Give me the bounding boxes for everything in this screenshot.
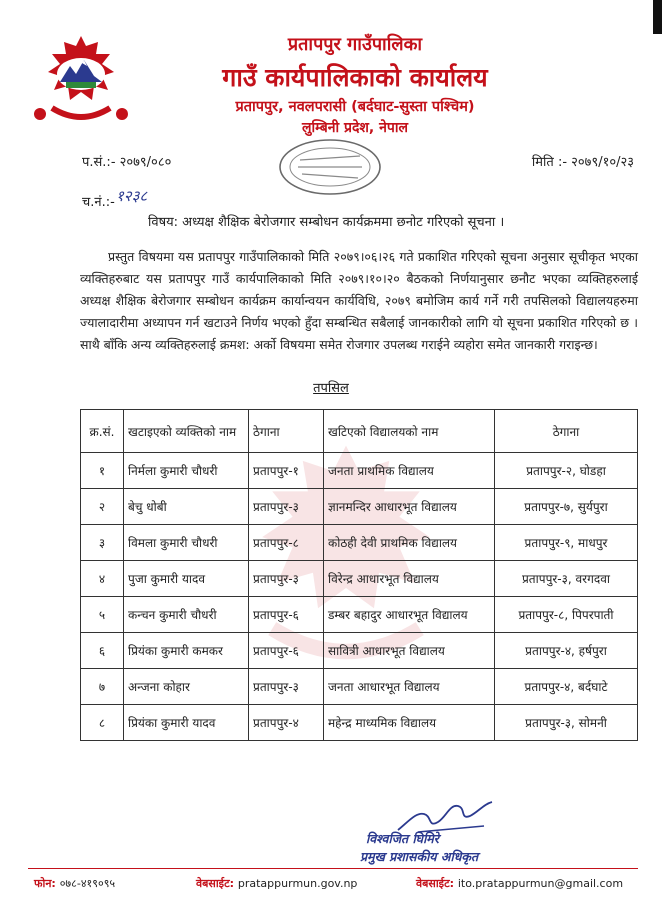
table-row (81, 669, 638, 705)
office-address: प्रतापपुर, नवलपरासी (बर्दघाट-सुस्ता पश्चिम) (235, 99, 475, 115)
footer-email (416, 876, 623, 891)
cell-school-name: डम्बर बहादुर आधारभूत विद्यालय (324, 597, 495, 633)
cell-person-address: प्रतापपुर-३ (249, 561, 324, 597)
header-person-name: खटाइएको व्यक्तिको नाम (124, 410, 249, 453)
details-heading: तपसिल (313, 381, 349, 396)
cell-serial: ३ (81, 525, 124, 561)
cell-person-address: प्रतापपुर-१ (249, 453, 324, 489)
cell-school-name: जनता आधारभूत विद्यालय (324, 669, 495, 705)
header-serial: क्र.सं. (81, 410, 124, 453)
notice-paragraph: प्रस्तुत विषयमा यस प्रतापपुर गाउँपालिकाको मिति २०७९।०६।२६ गते प्रकाशित गरिएको सूचना अनुसार सूचीकृत भएका व्यक्तिहरुबाट यस प्रतापपुर गाउँ कार्यपालिकाको मिति २०७९।१०।२० बैठकको निर्णयानुसार छनौट भएका व्यक्तिहरुलाई अध्यक्ष शैक्षिक बेरोजगार सम्बोधन कार्यक्रम कार्यान्वयन कार्यविधि, २०७९ बमोजिम कार्य गर्ने गरी तपसिलको विद्यालयहरुमा ज्यालादारीमा अध्यापन गर्न खटाउने निर्णय भएको हुँदा सम्बन्धित सबैलाई जानकारीको लागि यो सूचना प्रकाशित गरिएको छ । साथै बाँकि अन्य व्यक्तिहरुलाई क्रमश: अर्को विषयमा समेत रोजगार उपलब्ध गराईने व्यहोरा समेत जानकारी गराइन्छ। (80, 249, 638, 352)
selection-table (80, 409, 638, 741)
cell-school-address: प्रतापपुर-४, हर्षपुरा (495, 633, 638, 669)
cell-person-address: प्रतापपुर-८ (249, 525, 324, 561)
table-row (81, 597, 638, 633)
cell-school-name: विरेन्द्र आधारभूत विद्यालय (324, 561, 495, 597)
signatory-title: प्रमुख प्रशासकीय अधिकृत (360, 849, 479, 864)
cell-person-name: प्रियंका कुमारी कमकर (124, 633, 249, 669)
header-school-name: खटिएको विद्यालयको नाम (324, 410, 495, 453)
office-province: लुम्बिनी प्रदेश, नेपाल (302, 120, 408, 136)
footer-website-label: वेबसाईट: (196, 877, 235, 890)
header-person-address: ठेगाना (249, 410, 324, 453)
cell-person-name: निर्मला कुमारी चौधरी (124, 453, 249, 489)
cell-school-address: प्रतापपुर-४, बर्दघाटे (495, 669, 638, 705)
notice-subject: विषय: अध्यक्ष शैक्षिक बेरोजगार सम्बोधन कार्यक्रममा छनोट गरिएको सूचना । (148, 215, 505, 230)
cell-person-address: प्रतापपुर-३ (249, 669, 324, 705)
cell-serial: ६ (81, 633, 124, 669)
notice-body (80, 246, 638, 356)
cell-school-address: प्रतापपुर-७, सुर्यपुरा (495, 489, 638, 525)
cell-school-address: प्रतापपुर-८, पिपरपाती (495, 597, 638, 633)
table-header-row (81, 410, 638, 453)
footer-email-label: वेबसाईट: (416, 877, 455, 890)
footer-email-value[interactable]: ito.pratappurmun@gmail.com (457, 877, 624, 890)
cell-school-address: प्रतापपुर-९, माधपुर (495, 525, 638, 561)
cell-person-name: बेचु धोबी (124, 489, 249, 525)
footer-divider (28, 868, 638, 869)
cell-serial: ५ (81, 597, 124, 633)
table-row (81, 489, 638, 525)
table-row (81, 561, 638, 597)
office-seal-stamp (274, 136, 386, 198)
dispatch-label: च.नं.:- (82, 195, 115, 210)
cell-school-address: प्रतापपुर-३, सोमनी (495, 705, 638, 741)
table-row (81, 453, 638, 489)
signatory-name: विश्वजित घिमिरे (366, 831, 439, 846)
cell-serial: ७ (81, 669, 124, 705)
office-name: गाउँ कार्यपालिकाको कार्यालय (222, 63, 488, 92)
cell-person-name: प्रियंका कुमारी यादव (124, 705, 249, 741)
footer-phone (34, 876, 115, 891)
cell-serial: २ (81, 489, 124, 525)
cell-school-name: सावित्री आधारभूत विद्यालय (324, 633, 495, 669)
table-row (81, 705, 638, 741)
table-row (81, 633, 638, 669)
cell-person-name: अन्जना कोहार (124, 669, 249, 705)
cell-school-name: जनता प्राथमिक विद्यालय (324, 453, 495, 489)
page-edge-shadow (653, 0, 662, 34)
cell-school-address: प्रतापपुर-२, घोडहा (495, 453, 638, 489)
letter-number: प.सं.:- २०७९/०८० (82, 155, 172, 170)
letter-date: मिति :- २०७९/१०/२३ (531, 155, 634, 170)
cell-person-address: प्रतापपुर-६ (249, 597, 324, 633)
cell-school-name: महेन्द्र माध्यमिक विद्यालय (324, 705, 495, 741)
cell-person-name: कन्चन कुमारी चौधरी (124, 597, 249, 633)
cell-serial: १ (81, 453, 124, 489)
cell-person-address: प्रतापपुर-४ (249, 705, 324, 741)
footer-phone-value: ०७८-४१९०९५ (59, 877, 116, 890)
cell-serial: ४ (81, 561, 124, 597)
cell-school-address: प्रतापपुर-३, वरगदवा (495, 561, 638, 597)
footer-website-value[interactable]: pratappurmun.gov.np (237, 877, 358, 890)
cell-person-name: पुजा कुमारी यादव (124, 561, 249, 597)
cell-person-address: प्रतापपुर-६ (249, 633, 324, 669)
cell-serial: ८ (81, 705, 124, 741)
footer-phone-label: फोन: (34, 877, 56, 890)
table-row (81, 525, 638, 561)
municipality-name: प्रतापपुर गाउँपालिका (287, 34, 423, 55)
cell-person-address: प्रतापपुर-३ (249, 489, 324, 525)
cell-school-name: ज्ञानमन्दिर आधारभूत विद्यालय (324, 489, 495, 525)
dispatch-number: १२३८ (116, 187, 148, 205)
cell-person-name: विमला कुमारी चौधरी (124, 525, 249, 561)
cell-school-name: कोठही देवी प्राथमिक विद्यालय (324, 525, 495, 561)
header-school-address: ठेगाना (495, 410, 638, 453)
footer-website (196, 876, 357, 891)
